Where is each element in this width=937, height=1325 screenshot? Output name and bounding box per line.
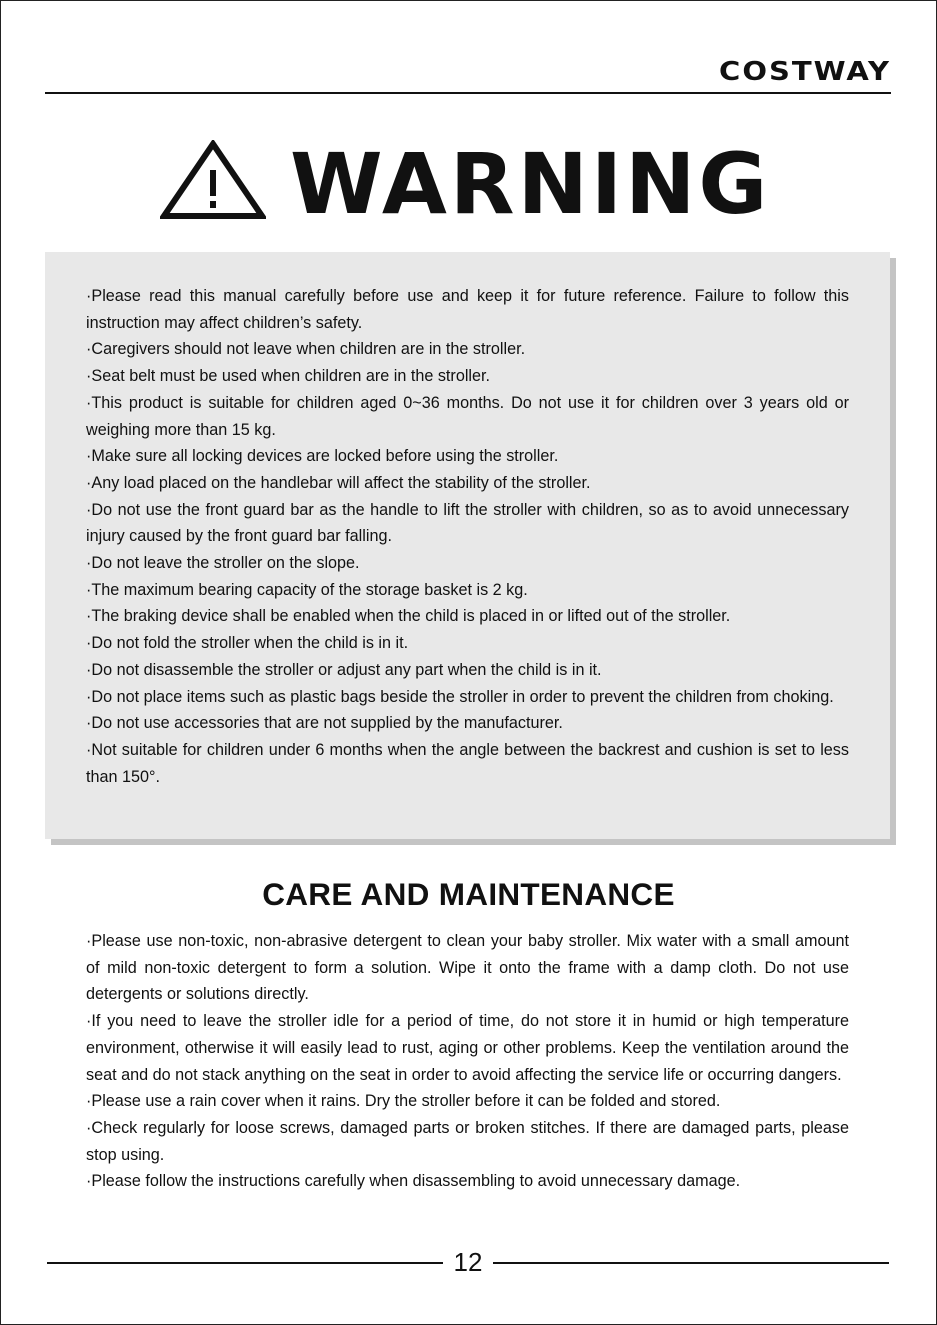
care-item: ·Please follow the instructions carefully when disassembling to avoid unnecessary damage. bbox=[86, 1172, 741, 1191]
brand-logo: COSTWAY bbox=[719, 55, 891, 87]
care-item: ·Please use non-toxic, non-abrasive detergent to clean your baby stroller. Mix water with a small amount of mild non-toxic detergent to form a solution. Wipe it onto the frame with a damp cloth. Do not use detergents or solutions directly. bbox=[86, 932, 849, 1004]
care-item: ·Check regularly for loose screws, damaged parts or broken stitches. If there are damaged parts, please stop using. bbox=[86, 1118, 849, 1164]
warning-title: WARNING bbox=[290, 135, 771, 233]
header-rule bbox=[45, 92, 891, 94]
warning-item: ·Caregivers should not leave when children are in the stroller. bbox=[86, 340, 526, 359]
care-title: CARE AND MAINTENANCE bbox=[262, 876, 675, 912]
warning-item: ·Do not disassemble the stroller or adjust any part when the child is in it. bbox=[86, 660, 602, 679]
warning-item: ·Do not leave the stroller on the slope. bbox=[86, 554, 360, 573]
warning-item: ·Do not use accessories that are not supplied by the manufacturer. bbox=[86, 714, 563, 733]
page-number: 12 bbox=[453, 1247, 483, 1277]
warning-item: ·Seat belt must be used when children are in the stroller. bbox=[86, 367, 491, 386]
warning-list bbox=[86, 283, 849, 790]
warning-item: ·Not suitable for children under 6 months when the angle between the backrest and cushion is set to less than 150°. bbox=[86, 740, 849, 786]
warning-item: ·Do not use the front guard bar as the handle to lift the stroller with children, so as to avoid unnecessary injury caused by the front guard bar falling. bbox=[86, 500, 849, 546]
warning-item: ·This product is suitable for children aged 0~36 months. Do not use it for children over 3 years old or weighing more than 15 kg. bbox=[86, 393, 849, 439]
footer-rule-left bbox=[47, 1262, 443, 1264]
warning-box bbox=[45, 252, 890, 839]
warning-item: ·Any load placed on the handlebar will affect the stability of the stroller. bbox=[86, 473, 591, 492]
warning-item: ·The maximum bearing capacity of the storage basket is 2 kg. bbox=[86, 580, 528, 599]
care-item: ·Please use a rain cover when it rains. Dry the stroller before it can be folded and stored. bbox=[86, 1092, 721, 1111]
care-item: ·If you need to leave the stroller idle for a period of time, do not store it in humid or high temperature environment, otherwise it will easily lead to rust, aging or other problems. Keep the ventilation around the seat and do not stack anything on the seat in order to avoid affecting the service life or occurring dangers. bbox=[86, 1012, 849, 1084]
warning-triangle-icon bbox=[160, 140, 266, 220]
warning-item: ·Do not place items such as plastic bags beside the stroller in order to prevent the children from choking. bbox=[86, 687, 834, 706]
footer-rule-right bbox=[493, 1262, 889, 1264]
care-list bbox=[86, 928, 849, 1195]
warning-item: ·Do not fold the stroller when the child is in it. bbox=[86, 634, 409, 653]
warning-item: ·Make sure all locking devices are locked before using the stroller. bbox=[86, 447, 559, 466]
warning-item: ·The braking device shall be enabled when the child is placed in or lifted out of the stroller. bbox=[86, 607, 731, 626]
warning-item: ·Please read this manual carefully before use and keep it for future reference. Failure to follow this instruction may affect children’s safety. bbox=[86, 287, 849, 332]
